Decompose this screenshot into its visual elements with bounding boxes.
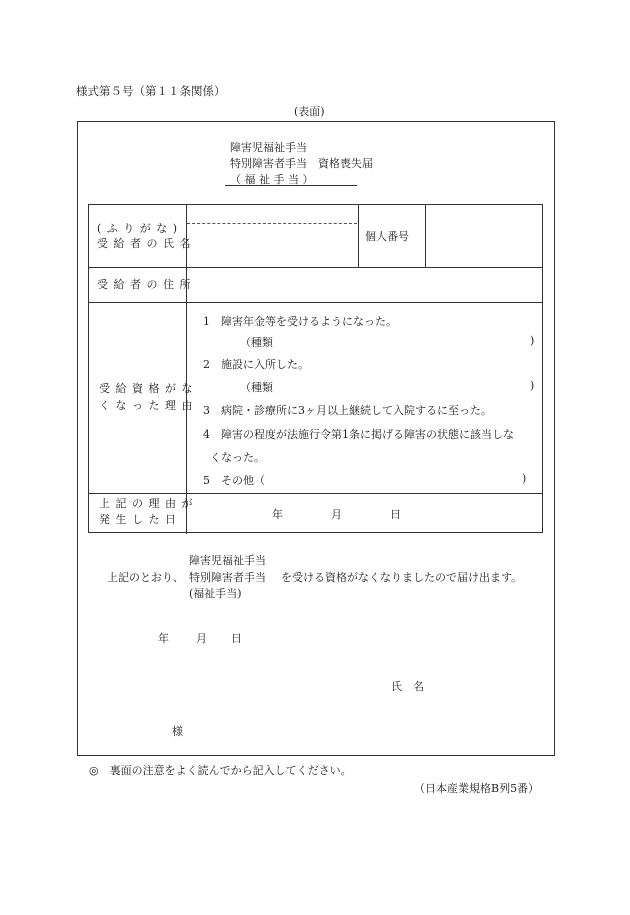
address-label: 受 給 者 の 住 所 [97,278,192,291]
reason-2[interactable]: 2 施設に入所した。 [203,358,309,371]
date-month: 月 [331,508,342,521]
table-divider [358,205,359,267]
date-label-2: 発 生 し た 日 [99,513,177,526]
declaration-suffix: を受ける資格がなくなりましたので届け出ます。 [281,571,523,584]
submit-year: 年 [158,632,169,645]
declaration-prefix: 上記のとおり、 [107,571,184,584]
furigana-label: ( ふ り が な ) [97,222,179,235]
name-signature-label: 氏 名 [391,680,424,693]
name-input-area[interactable] [187,225,357,266]
reason-5-close: ) [522,472,527,485]
kojin-bango-input[interactable] [426,206,542,266]
reason-2-kind: （種類 [240,381,273,394]
title-line-2: 特別障害者手当 資格喪失届 [230,157,373,170]
reason-2-close: ) [530,379,535,392]
footer-note: ◎ 裏面の注意をよく読んでから記入してください。 [89,764,352,777]
declaration-option-3: (福祉手当) [189,587,242,600]
declaration-option-1: 障害児福祉手当 [189,554,266,567]
declaration-option-2: 特別障害者手当 [189,571,266,584]
kojin-bango-label: 個人番号 [365,230,409,243]
submit-day: 日 [231,632,242,645]
reason-1-close: ) [530,334,535,347]
side-label: (表面) [294,105,325,118]
reason-4a[interactable]: 4 障害の程度が法施行令第1条に掲げる障害の状態に該当しな [203,428,514,441]
title-underline [225,185,357,186]
date-year: 年 [272,508,283,521]
title-line-3: （ 福 祉 手 当 ） [230,173,314,186]
date-day: 日 [390,508,401,521]
reason-4b: くなった。 [210,451,265,464]
furigana-dashed-line [187,223,357,224]
table-divider [89,493,542,494]
reason-1-kind: （種類 [240,336,273,349]
form-table [88,204,543,533]
addressee-sama: 様 [172,725,183,738]
reason-label-1: 受 給 資 格 が な [99,382,194,395]
address-input[interactable] [187,268,542,301]
date-label-1: 上 記 の 理 由 が [99,497,194,510]
name-label: 受 給 者 の 氏 名 [97,237,192,250]
paper-standard: （日本産業規格B列5番） [414,782,540,795]
reason-3[interactable]: 3 病院・診療所に3ヶ月以上継続して入院するに至った。 [203,404,492,417]
reason-1[interactable]: 1 障害年金等を受けるようになった。 [203,315,397,328]
reason-5[interactable]: 5 その他（ [203,474,265,487]
table-divider [89,302,542,303]
form-number: 様式第５号（第１１条関係） [76,84,226,98]
reason-label-2: く な っ た 理 由 [99,399,194,412]
submit-month: 月 [196,632,207,645]
title-line-1: 障害児福祉手当 [230,141,307,154]
